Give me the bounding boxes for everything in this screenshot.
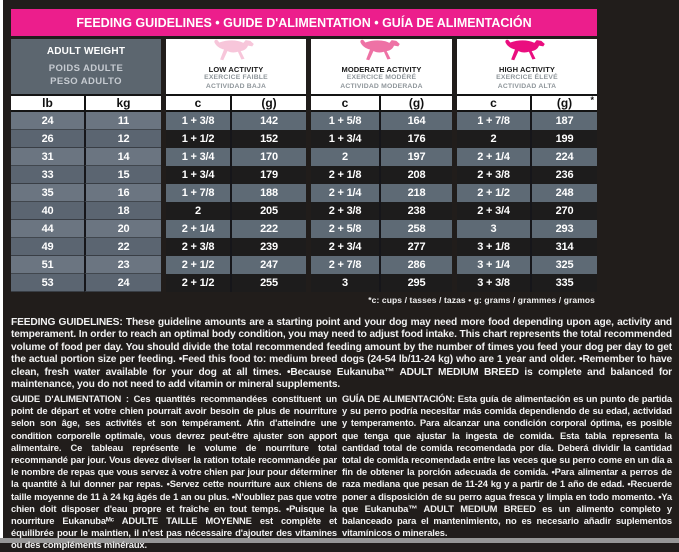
adult-weight-label-es: PESO ADULTO	[50, 76, 122, 87]
low-activity-grams-cell: 239	[230, 238, 306, 256]
column-header-grams-text: (g)	[556, 96, 573, 110]
high-activity-label-es: ACTIVIDAD ALTA	[497, 82, 557, 90]
weight-lb-cell: 26	[11, 130, 84, 148]
column-header-moderate-cups: c	[311, 96, 379, 112]
low-activity-cups-cell: 2 + 1/2	[166, 274, 230, 292]
column-header-high-grams	[530, 96, 597, 112]
weight-kg-cell: 16	[84, 184, 161, 202]
high-activity-cups-cell: 2 + 3/4	[457, 202, 530, 220]
low-activity-grams-cell: 188	[230, 184, 306, 202]
weight-kg-cell: 11	[84, 112, 161, 130]
moderate-activity-cups-cell: 1 + 3/4	[311, 130, 379, 148]
moderate-activity-grams-cell: 176	[379, 130, 452, 148]
high-activity-grams-cell: 270	[530, 202, 597, 220]
high-activity-label-fr: EXERCICE ÉLEVÉ	[496, 74, 558, 81]
high-activity-grams-cell: 187	[530, 112, 597, 130]
high-activity-cups-cell: 3 + 1/8	[457, 238, 530, 256]
running-dog-icon	[505, 40, 544, 60]
high-activity-grams-cell: 248	[530, 184, 597, 202]
high-activity-cups-cell: 2	[457, 130, 530, 148]
feeding-table-header	[11, 39, 597, 112]
weight-lb-cell: 40	[11, 202, 84, 220]
weight-kg-cell: 22	[84, 238, 161, 256]
moderate-activity-label-fr: EXERCICE MODÉRÉ	[346, 74, 417, 81]
weight-lb-cell: 35	[11, 184, 84, 202]
moderate-activity-cups-cell: 2 + 1/4	[311, 184, 379, 202]
low-activity-grams-cell: 255	[230, 274, 306, 292]
moderate-activity-grams-cell: 218	[379, 184, 452, 202]
high-activity-grams-cell: 293	[530, 220, 597, 238]
high-activity-cups-cell: 3 + 3/8	[457, 274, 530, 292]
weight-kg-cell: 12	[84, 130, 161, 148]
high-activity-grams-cell: 335	[530, 274, 597, 292]
feeding-guidelines-paragraph-es: GUÍA DE ALIMENTACIÓN: Esta guía de alimentación es un punto de partida y su perro podría necesitar más comida dependiendo de su edad, actividad y temperamento. Para alcanzar una condición corporal óptima, es posible que tenga que ajustar la ingesta de comida. Esta tabla representa la cantidad total de comida recomendada por día. Deberá dividir la cantidad total de comida recomendada entre las veces que su perro come en un día a fin de obtener la porción adecuada de comida. •Para alimentar a perros de raza mediana que pesan de 11-24 kg y a partir de 1 año de edad. •Recuerde poner a disposición de su perro agua fresca y limpia en todo momento. •Ya que Eukanuba™ ADULT MEDIUM BREED es un alimento completo y balanceado para el mantenimiento, no es necesario añadir suplementos vitamínicos o minerales.	[342, 393, 672, 539]
moderate-activity-label-es: ACTIVIDAD MODERADA	[340, 82, 423, 90]
weight-kg-cell: 18	[84, 202, 161, 220]
high-activity-cups-cell: 2 + 1/2	[457, 184, 530, 202]
high-activity-cups-cell: 3	[457, 220, 530, 238]
column-header-moderate-grams: (g)	[379, 96, 452, 112]
high-activity-grams-cell: 224	[530, 148, 597, 166]
left-edge-strip	[0, 0, 3, 540]
low-activity-label-es: ACTIVIDAD BAJA	[205, 82, 267, 90]
moderate-activity-grams-cell: 164	[379, 112, 452, 130]
running-dog-icon	[355, 39, 409, 63]
weight-lb-cell: 31	[11, 148, 84, 166]
low-activity-cups-cell: 2 + 1/4	[166, 220, 230, 238]
high-activity-grams-cell: 199	[530, 130, 597, 148]
moderate-activity-cups-cell: 1 + 5/8	[311, 112, 379, 130]
low-activity-label-en: LOW ACTIVITY	[208, 65, 264, 74]
column-header-high-cups: c	[457, 96, 530, 112]
weight-lb-cell: 49	[11, 238, 84, 256]
low-activity-cups-cell: 1 + 3/8	[166, 112, 230, 130]
weight-lb-cell: 33	[11, 166, 84, 184]
title-bar	[11, 9, 597, 36]
running-dog-icon	[214, 40, 253, 60]
adult-weight-label-en: ADULT WEIGHT	[46, 46, 126, 57]
moderate-activity-grams-cell: 197	[379, 148, 452, 166]
high-activity-grams-cell: 325	[530, 256, 597, 274]
column-header-lb: lb	[11, 96, 84, 112]
moderate-activity-grams-cell: 277	[379, 238, 452, 256]
low-activity-cups-cell: 1 + 3/4	[166, 148, 230, 166]
weight-lb-cell: 44	[11, 220, 84, 238]
weight-kg-cell: 15	[84, 166, 161, 184]
low-activity-grams-cell: 205	[230, 202, 306, 220]
low-activity-cups-cell: 1 + 7/8	[166, 184, 230, 202]
low-activity-grams-cell: 179	[230, 166, 306, 184]
moderate-activity-grams-cell: 238	[379, 202, 452, 220]
weight-lb-cell: 53	[11, 274, 84, 292]
moderate-activity-grams-cell: 208	[379, 166, 452, 184]
running-dog-icon	[500, 39, 554, 63]
high-activity-cups-cell: 1 + 7/8	[457, 112, 530, 130]
moderate-activity-header	[311, 39, 452, 96]
moderate-activity-grams-cell: 258	[379, 220, 452, 238]
low-activity-cups-cell: 2 + 1/2	[166, 256, 230, 274]
moderate-activity-grams-cell: 286	[379, 256, 452, 274]
low-activity-cups-cell: 2	[166, 202, 230, 220]
units-footnote: *c: cups / tasses / tazas • g: grams / grammes / gramos	[368, 295, 595, 305]
asterisk-marker: *	[590, 95, 594, 105]
low-activity-cups-cell: 1 + 3/4	[166, 166, 230, 184]
low-activity-header	[166, 39, 306, 96]
moderate-activity-cups-cell: 2 + 7/8	[311, 256, 379, 274]
running-dog-icon	[209, 39, 263, 63]
low-activity-cups-cell: 2 + 3/8	[166, 238, 230, 256]
high-activity-grams-cell: 314	[530, 238, 597, 256]
column-header-kg: kg	[84, 96, 161, 112]
moderate-activity-cups-cell: 2 + 3/8	[311, 202, 379, 220]
moderate-activity-cups-cell: 3	[311, 274, 379, 292]
low-activity-grams-cell: 142	[230, 112, 306, 130]
page-title: FEEDING GUIDELINES • GUIDE D'ALIMENTATION • GUÍA DE ALIMENTACIÓN	[76, 15, 532, 30]
column-header-low-cups: c	[166, 96, 230, 112]
weight-lb-cell: 51	[11, 256, 84, 274]
weight-kg-cell: 20	[84, 220, 161, 238]
low-activity-cups-cell: 1 + 1/2	[166, 130, 230, 148]
weight-kg-cell: 24	[84, 274, 161, 292]
low-activity-grams-cell: 170	[230, 148, 306, 166]
high-activity-cups-cell: 3 + 1/4	[457, 256, 530, 274]
adult-weight-header	[11, 39, 161, 96]
column-header-low-grams: (g)	[230, 96, 306, 112]
low-activity-grams-cell: 247	[230, 256, 306, 274]
feeding-guidelines-paragraph-fr: GUIDE D'ALIMENTATION : Ces quantités recommandées constituent un point de départ et votre chien pourrait avoir besoin de plus de nourriture selon son âge, ses activités et son tempérament. Afin d'atteindre une condition corporelle optimale, vous devrez peut-être ajuster son apport alimentaire. Ce tableau représente le volume de nourriture total recommandé par jour. Vous devez diviser la ration totale recommandée par le nombre de repas que vous servez à votre chien par jour pour déterminer la quantité à lui donner par repas. •Servez cette nourriture aux chiens de taille moyenne de 11 à 24 kg âgés de 1 an ou plus. •N'oubliez pas que votre chien doit disposer d'eau propre et fraîche en tout temps. •Puisque la nourriture Eukanubaᴹᶜ ADULTE TAILLE MOYENNE est complète et équilibrée pour le maintien, il n'est pas nécessaire d'ajouter des vitamines ou des compléments minéraux.	[11, 393, 337, 551]
weight-lb-cell: 24	[11, 112, 84, 130]
low-activity-grams-cell: 152	[230, 130, 306, 148]
high-activity-label-en: HIGH ACTIVITY	[498, 65, 556, 74]
moderate-activity-cups-cell: 2	[311, 148, 379, 166]
high-activity-cups-cell: 2 + 3/8	[457, 166, 530, 184]
low-activity-grams-cell: 222	[230, 220, 306, 238]
weight-kg-cell: 23	[84, 256, 161, 274]
moderate-activity-cups-cell: 2 + 3/4	[311, 238, 379, 256]
adult-weight-label-fr: POIDS ADULTE	[48, 63, 124, 74]
low-activity-label-fr: EXERCICE FAIBLE	[204, 74, 268, 81]
running-dog-icon	[360, 40, 399, 60]
moderate-activity-cups-cell: 2 + 5/8	[311, 220, 379, 238]
high-activity-cups-cell: 2 + 1/4	[457, 148, 530, 166]
high-activity-grams-cell: 236	[530, 166, 597, 184]
moderate-activity-label-en: MODERATE ACTIVITY	[341, 65, 422, 74]
moderate-activity-cups-cell: 2 + 1/8	[311, 166, 379, 184]
moderate-activity-grams-cell: 295	[379, 274, 452, 292]
weight-kg-cell: 14	[84, 148, 161, 166]
feeding-guidelines-paragraph-en: FEEDING GUIDELINES: These guideline amounts are a starting point and your dog may need more food depending upon age, activity and temperament. In order to reach an optimal body condition, you may need to adjust food intake. This chart represents the total recommended volume of food per day. You should divide the total recommended feeding amount by the number of times you feed your dog per day to get the actual portion size per feeding. •Feed this food to: medium breed dogs (24-54 lb/11-24 kg) who are 1 year and older. •Remember to have clean, fresh water available for your dog at all times. •Because Eukanuba™ ADULT MEDIUM BREED is complete and balanced for maintenance, you do not need to add vitamin or mineral supplements.	[11, 317, 672, 391]
high-activity-header	[457, 39, 597, 96]
feeding-table-body	[11, 112, 597, 292]
